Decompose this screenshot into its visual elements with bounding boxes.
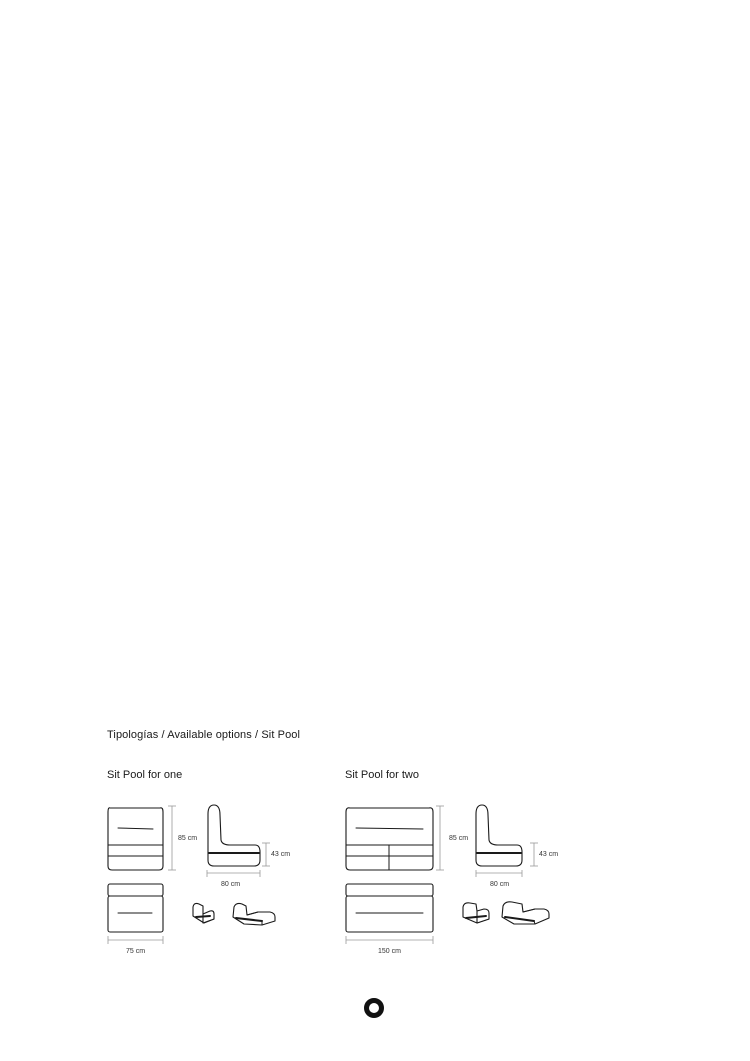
iso-seat-one: [193, 903, 214, 923]
depth-dimension-two: [476, 870, 522, 877]
front-view-two: [346, 808, 433, 870]
depth-dimension-one: [207, 870, 260, 877]
seat-height-dimension-two: [530, 843, 538, 866]
seat-height-label-one: 43 cm: [271, 851, 291, 858]
top-view-two: [346, 884, 433, 932]
iso-lounger-one: [233, 903, 275, 925]
width-label-one: 75 cm: [126, 948, 146, 955]
side-view-one: [208, 805, 260, 866]
width-label-two: 150 cm: [378, 948, 401, 955]
front-view-one: [108, 808, 163, 870]
width-dimension-two: [346, 936, 433, 944]
width-dimension-one: [108, 936, 163, 944]
height-dimension-two: [436, 806, 444, 870]
height-label-two: 85 cm: [449, 835, 469, 842]
height-label-one: 85 cm: [178, 835, 198, 842]
depth-label-one: 80 cm: [221, 881, 241, 888]
iso-lounger-two: [502, 902, 549, 924]
depth-label-two: 80 cm: [490, 881, 510, 888]
iso-seat-two: [463, 903, 489, 923]
technical-drawings: [0, 800, 750, 965]
section-heading: Tipologías / Available options / Sit Pool: [107, 729, 301, 741]
sit-pool-one-drawings: [108, 805, 290, 955]
sit-pool-two-drawings: [346, 805, 558, 955]
ring-logo-icon: [364, 998, 384, 1018]
side-view-two: [476, 805, 522, 866]
variant-title-one: Sit Pool for one: [107, 769, 183, 781]
variant-title-two: Sit Pool for two: [345, 769, 419, 781]
seat-height-label-two: 43 cm: [539, 851, 559, 858]
height-dimension-one: [168, 806, 176, 870]
seat-height-dimension-one: [262, 843, 270, 866]
top-view-one: [108, 884, 163, 932]
